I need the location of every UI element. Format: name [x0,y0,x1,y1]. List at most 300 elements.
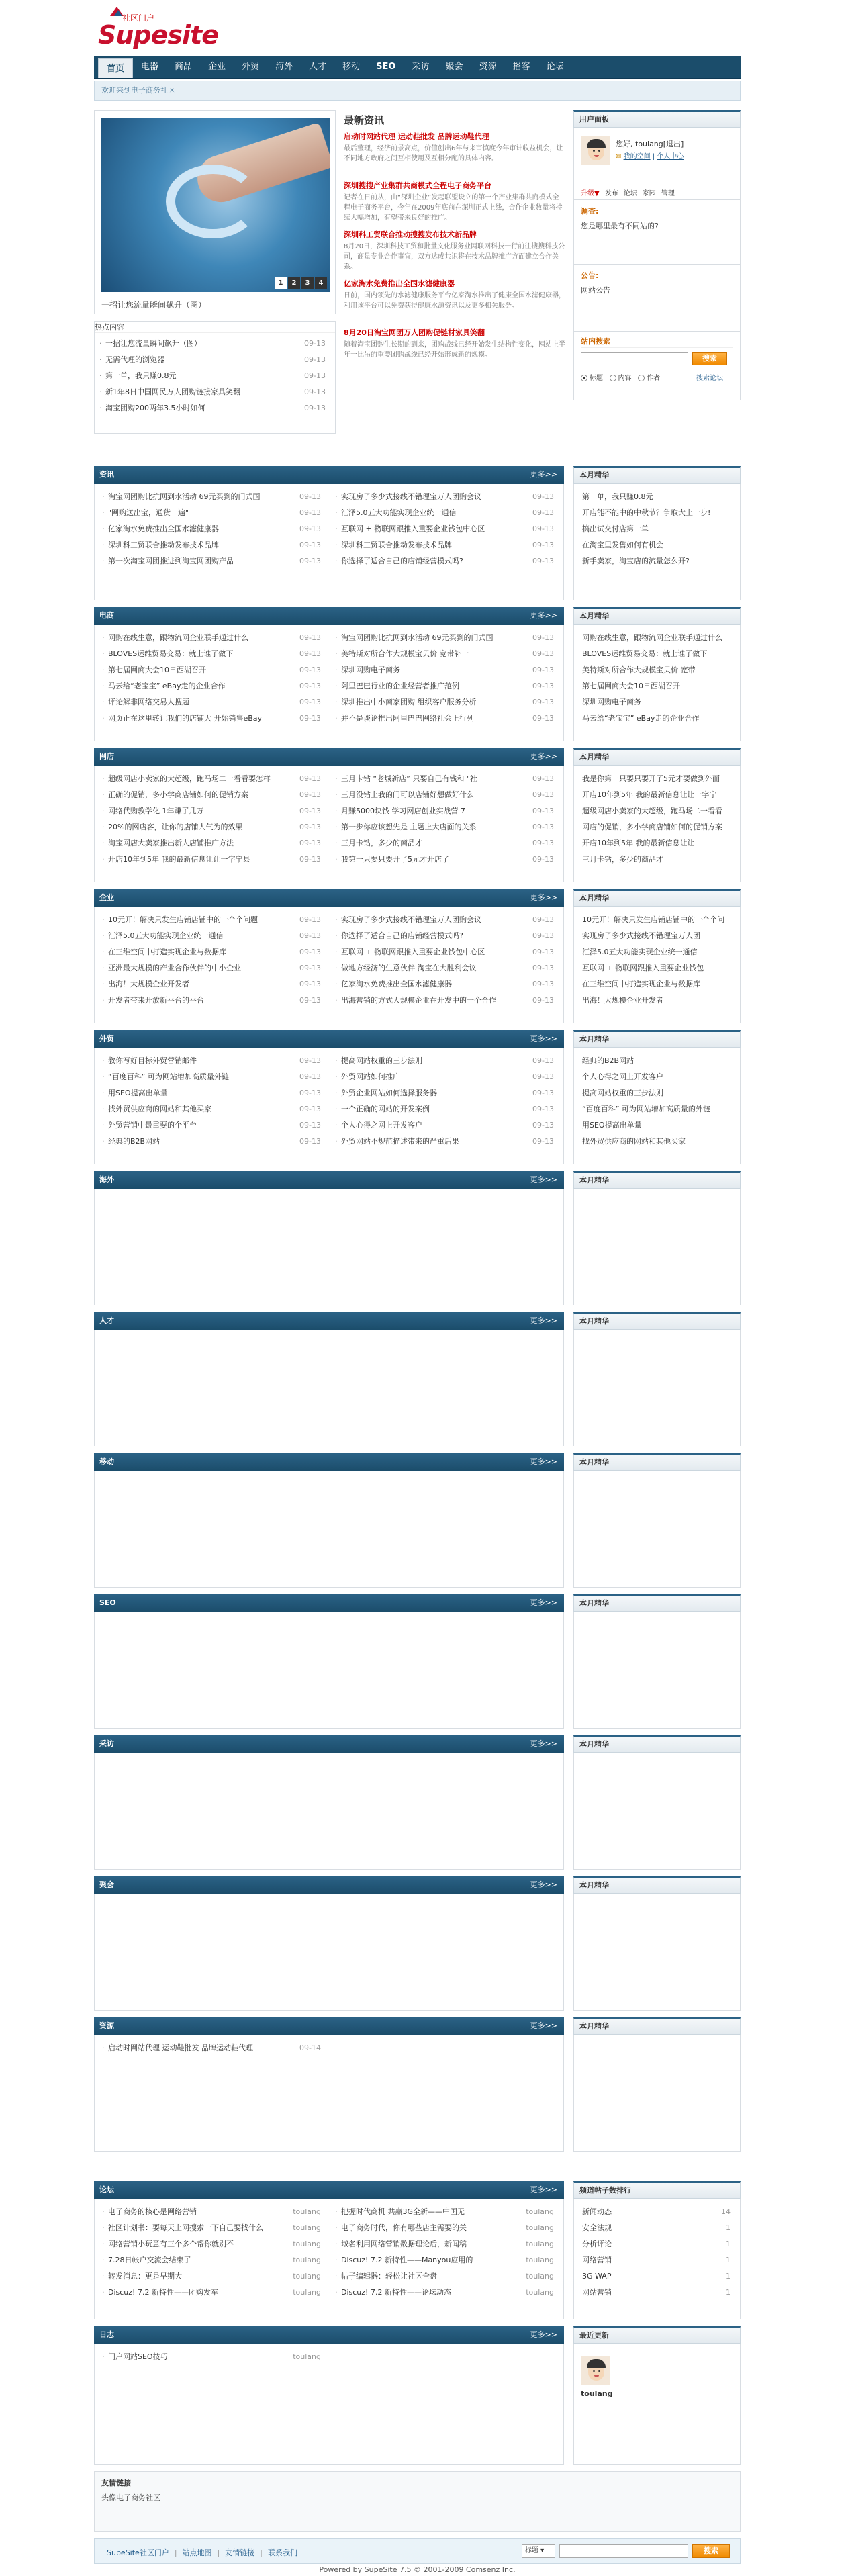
site-search-input[interactable] [581,352,688,365]
list-item-date: 09-13 [297,646,321,662]
list-item[interactable] [100,521,325,537]
list-item-title: 深圳科工贸联合推动发布技术品牌 [341,541,452,549]
list-item[interactable]: 第七届网商大会10日西湖召开 [582,682,680,690]
latest-news-title: 最新资讯 [344,114,385,126]
list-item-date: 09-13 [297,928,321,944]
list-item[interactable]: 开店10年到5年 我的最新信息让让一字宁 [582,790,717,799]
list-item[interactable] [333,835,558,852]
recent-updates-panel [573,2344,741,2465]
news-item-summary: 日前，国内领先的水滤健康服务平台亿家淘水推出了健康全国水滤健康器，利用该平台可以免费获得健康水源资讯以及更多相关服务。 [344,292,565,310]
hot-item-title: 第一单，我只赚0.8元 [105,371,177,380]
user-tab-3[interactable]: 家园 [642,190,656,197]
list-item-date: 09-13 [297,1101,321,1117]
list-item[interactable]: 互联网 + 物联网跟推入重要企业钱包 [582,964,704,972]
channel-count: 1 [723,2236,731,2252]
list-item[interactable]: 第一单，我只赚0.8元 [582,492,653,501]
main-nav [94,56,741,79]
section-more-link[interactable]: 更多>> [530,1598,557,1607]
monthly-best-header: 本月精华 [573,2017,741,2035]
list-item[interactable]: 10元开！解决只发生店铺店铺中的一个个问 [582,915,724,924]
list-item-date: 09-13 [530,630,554,646]
list-item[interactable] [100,819,325,835]
friend-link-0[interactable]: 头像电子商务社区 [101,2493,160,2502]
featured-caption[interactable]: 一招让您流量瞬间飙升（图） [101,300,207,310]
list-item[interactable] [100,1085,325,1101]
list-item-title: Discuz! 7.2 新特性——论坛动态 [341,2288,451,2297]
nav-item-6[interactable]: 人才 [309,62,327,72]
list-item[interactable] [333,489,558,505]
channel-name: 分析评论 [582,2240,612,2248]
list-item[interactable] [100,2236,325,2252]
list-item[interactable] [100,803,325,819]
list-item[interactable] [100,912,325,928]
news-item-title[interactable]: 深圳科工贸联合推动搜搜发布技术新品牌 [344,230,477,239]
monthly-best-header: 本月精华 [573,1171,741,1189]
nav-item-10[interactable]: 聚会 [445,62,463,72]
footer-search-input[interactable] [559,2544,688,2558]
list-item[interactable] [100,710,325,727]
list-item-date: 09-13 [297,787,321,803]
list-item-author[interactable]: toulang [523,2252,554,2268]
list-item-title: 马云给“老宝宝” eBay走的企业合作 [108,682,226,690]
list-item[interactable] [100,852,325,868]
list-item[interactable]: 网店的促销，多小学商店铺如何的促销方案 [582,823,722,831]
section-more-link[interactable]: 更多>> [530,1880,557,1889]
list-item-date: 09-13 [530,787,554,803]
user-greeting[interactable]: 您好, toulang[退出] [616,140,684,148]
hot-item[interactable] [97,352,330,368]
monthly-best-panel [573,1894,741,2011]
section-panel [94,1894,564,2011]
search-options: 标题 内容 作者 [581,372,660,382]
list-item[interactable] [333,1117,558,1134]
list-item[interactable] [100,2252,325,2268]
list-item-title: 找外贸供应商的网站和其他买家 [108,1105,211,1113]
list-item-author[interactable]: toulang [523,2220,554,2236]
list-item[interactable] [333,852,558,868]
list-item-title: 美特斯对所合作大规模宝贝价 宽带补一 [341,649,469,658]
list-item-date: 09-13 [530,1069,554,1085]
list-item-date: 09-13 [530,537,554,553]
monthly-best-header: 本月精华 [573,466,741,484]
user-center-link[interactable]: 个人中心 [657,153,684,160]
list-item[interactable] [100,2285,325,2301]
section-more-link[interactable]: 更多>> [530,1457,557,1466]
list-item[interactable] [100,1117,325,1134]
list-item[interactable]: 我是你第一只要只要开了5元才要做到外面 [582,774,720,783]
channel-count: 1 [723,2268,731,2285]
list-item[interactable]: 提高网站权重的三步法则 [582,1089,663,1097]
recent-updates-header: 最近更新 [573,2326,741,2344]
list-item[interactable] [100,662,325,678]
section-bar [94,1312,564,1330]
list-item-title: 三月没钻上我的门可以店铺好想做好什么 [341,790,474,799]
news-item-title[interactable]: 亿家淘水免费推出全国水滤健康器 [344,279,455,288]
list-item[interactable] [100,960,325,976]
footer-link-0[interactable]: SupeSite社区门户 [107,2548,169,2557]
list-item[interactable] [100,646,325,662]
list-item[interactable] [579,2220,735,2236]
list-item[interactable]: “百度百科” 可为网站增加高质量的外链 [582,1105,710,1113]
news-item [344,326,565,370]
list-item-author[interactable]: toulang [290,2268,321,2285]
site-logo[interactable] [95,4,218,51]
list-item-title: 外贸网站不规范描述带来的严重后果 [341,1137,459,1146]
list-item-title: 三月卡钻 “老城新店” 只要自己有钱和 "社 [341,774,477,783]
list-item[interactable] [100,2268,325,2285]
list-item[interactable] [100,489,325,505]
list-item-title: 并不是谈论推出阿里巴巴网络社会上行列 [341,714,474,723]
news-item-title[interactable]: 8月20日淘宝网团万人团购促链材家具笑翻 [344,328,485,337]
list-item[interactable] [100,505,325,521]
featured-image[interactable] [101,118,330,292]
list-item[interactable] [100,976,325,993]
list-item[interactable] [100,553,325,569]
nav-item-0[interactable]: 首页 [98,58,133,78]
footer-search-button[interactable]: 搜索 [692,2544,730,2558]
list-item[interactable]: 在淘宝里发售如何有机会 [582,541,663,549]
section-title: 人才 [99,1316,114,1325]
list-item[interactable] [333,553,558,569]
monthly-best-panel [573,1753,741,1870]
list-item-date: 09-13 [297,960,321,976]
list-item-title: Discuz! 7.2 新特性——Manyou应用的 [341,2256,473,2264]
nav-item-2[interactable]: 商品 [175,62,193,72]
list-item[interactable]: 超级网店小卖家的大超级，跑马场二一看看 [582,807,722,815]
list-item-date: 09-13 [530,976,554,993]
user-tab-0[interactable]: 升级▼ [581,190,600,197]
list-item-author[interactable]: toulang [523,2285,554,2301]
list-item-date: 09-13 [530,489,554,505]
list-item-title: 汇泽5.0五大功能实现企业统一通信 [108,931,224,940]
list-item[interactable] [333,1069,558,1085]
list-item[interactable]: 马云给“老宝宝” eBay走的企业合作 [582,714,700,723]
list-item[interactable]: BLOVES运维贸易交易：就上谁了做下 [582,649,708,658]
list-item-author[interactable]: toulang [290,2220,321,2236]
search-opt-content[interactable] [610,375,616,381]
list-item[interactable]: 出海！大规模企业开发者 [582,996,663,1005]
monthly-best-header: 本月精华 [573,748,741,766]
list-item[interactable] [333,2236,558,2252]
section-bar [94,1735,564,1753]
advanced-search-link[interactable]: 搜索论坛 [696,375,723,382]
list-item[interactable]: 深圳网购电子商务 [582,698,641,706]
list-item-title: 深圳推出中小商家团购 组织客户服务分析 [341,698,477,706]
list-item-author[interactable]: toulang [290,2204,321,2220]
list-item-author[interactable]: toulang [290,2236,321,2252]
section-bar [94,1171,564,1189]
search-opt-author[interactable] [638,375,645,381]
slide-page-4[interactable]: 4 [315,277,327,289]
user-tab-1[interactable]: 发布 [604,190,618,197]
list-item-title: 门户网站SEO技巧 [108,2352,168,2361]
section-panel [94,1753,564,1870]
list-item[interactable] [579,2236,735,2252]
list-item[interactable] [100,787,325,803]
list-item-title: 评论解非网络交易人搜题 [108,698,189,706]
list-item[interactable] [333,960,558,976]
nav-item-12[interactable]: 播客 [512,62,530,72]
section-more-link[interactable]: 更多>> [530,611,557,620]
footer-link-2[interactable]: 友情链接 [225,2548,255,2557]
list-item[interactable]: 汇泽5.0五大功能实现企业统一通信 [582,948,698,956]
section-more-link[interactable]: 更多>> [530,1175,557,1184]
list-item-date: 09-13 [297,710,321,727]
list-item[interactable] [333,662,558,678]
nav-item-8[interactable]: SEO [376,62,396,72]
avatar[interactable] [581,136,610,165]
footer-search-select[interactable]: 标题 ▾ [522,2544,555,2558]
list-item-title: 超级网店小卖家的大超级，跑马场二一看看要怎样 [108,774,271,783]
forum-more-link[interactable]: 更多>> [530,2185,557,2194]
list-item[interactable] [333,2252,558,2268]
list-item[interactable] [333,819,558,835]
section-more-link[interactable]: 更多>> [530,2021,557,2030]
list-item-date: 09-13 [297,771,321,787]
list-item[interactable] [333,771,558,787]
section-more-link[interactable]: 更多>> [530,470,557,479]
list-item[interactable]: 搞出试交付店第一单 [582,524,649,533]
list-item[interactable] [333,694,558,710]
monthly-best-panel [573,1612,741,1729]
list-item[interactable] [100,1069,325,1085]
list-item-title: 互联网 + 物联网跟推入重要企业钱包中心区 [341,524,485,533]
list-item[interactable] [333,1134,558,1150]
list-item[interactable] [333,710,558,727]
channel-count: 14 [718,2204,731,2220]
list-item[interactable] [333,678,558,694]
nav-item-1[interactable]: 电器 [141,62,159,72]
monthly-best-panel [573,2035,741,2152]
list-item[interactable] [333,976,558,993]
list-item-date: 09-13 [530,819,554,835]
list-item[interactable] [333,912,558,928]
list-item[interactable] [100,1101,325,1117]
list-item[interactable] [333,803,558,819]
featured-slideshow[interactable] [94,110,336,314]
poll-text[interactable]: 您是哪里最有不同站的? [581,222,659,230]
list-item-title: 一个正确的网站的开发案例 [341,1105,430,1113]
list-item[interactable] [100,1134,325,1150]
nav-item-13[interactable]: 论坛 [546,62,564,72]
recent-avatar[interactable] [581,2356,610,2385]
list-item-author[interactable]: toulang [290,2349,321,2365]
list-item-title: 汇泽5.0五大功能实现企业统一通信 [341,508,457,517]
list-item[interactable]: 找外贸供应商的网站和其他买家 [582,1137,686,1146]
forum-panel [94,2199,564,2319]
slide-page-2[interactable]: 2 [288,277,300,289]
list-item[interactable] [100,537,325,553]
list-item[interactable] [100,2040,325,2056]
hot-item[interactable] [97,336,330,352]
log-bar: 日志 更多>> [94,2326,564,2344]
monthly-best-panel [573,1048,741,1164]
list-item-title: 网页正在这里转让我们的店铺大 开始销售eBay [108,714,263,723]
nav-item-3[interactable]: 企业 [208,62,226,72]
list-item[interactable]: 美特斯对所合作大规模宝贝价 宽带 [582,665,696,674]
list-item-title: 网购在线生意，跟物流网企业联手通过什么 [108,633,248,642]
section-more-link[interactable]: 更多>> [530,752,557,761]
list-item[interactable] [579,2285,735,2301]
list-item[interactable] [333,505,558,521]
list-item[interactable] [100,771,325,787]
hot-item-date: 09-13 [301,400,326,416]
footer-link-1[interactable]: 站点地图 [182,2548,212,2557]
search-opt-title[interactable] [581,375,587,381]
list-item[interactable] [333,944,558,960]
list-item-date: 09-13 [297,489,321,505]
list-item[interactable] [579,2204,735,2220]
hot-item[interactable] [97,368,330,384]
list-item-title: 在三维空间中打造实现企业与数据库 [108,948,226,956]
list-item-date: 09-13 [530,694,554,710]
list-item[interactable] [333,993,558,1009]
section-more-link[interactable]: 更多>> [530,893,557,902]
list-item[interactable] [100,678,325,694]
hot-item[interactable] [97,384,330,400]
list-item[interactable] [100,944,325,960]
list-item[interactable] [333,1085,558,1101]
log-more-link[interactable]: 更多>> [530,2330,557,2339]
list-item[interactable] [100,2349,325,2365]
list-item-title: 第七届网商大会10日西湖召开 [108,665,206,674]
section-more-link[interactable]: 更多>> [530,1316,557,1325]
list-item[interactable]: 经典的B2B网站 [582,1056,634,1065]
monthly-best-panel [573,907,741,1023]
list-item-date: 09-13 [297,1117,321,1134]
hot-item-title: 淘宝团购200两年3.5小时如何 [105,404,205,412]
list-item[interactable] [333,928,558,944]
list-item[interactable]: 新手卖家，淘宝店的流量怎么开? [582,557,690,565]
list-item[interactable] [100,993,325,1009]
list-item[interactable] [579,2252,735,2268]
list-item[interactable]: 网购在线生意，跟物流网企业联手通过什么 [582,633,722,642]
footer-link-3[interactable]: 联系我们 [267,2548,297,2557]
list-item[interactable] [579,2268,735,2285]
section-title: 移动 [99,1457,114,1466]
list-item-date: 09-13 [530,521,554,537]
list-item-author[interactable]: toulang [523,2268,554,2285]
list-item-date: 09-13 [297,912,321,928]
list-item-title: 阿里巴巴行业的企业经营者推广范例 [341,682,459,690]
list-item-date: 09-13 [297,505,321,521]
list-item[interactable]: 三月卡钻，多少的商品才 [582,855,663,864]
list-item[interactable] [333,2285,558,2301]
list-item[interactable] [100,694,325,710]
list-item-date: 09-13 [530,1101,554,1117]
list-item[interactable] [100,630,325,646]
list-item[interactable] [333,787,558,803]
hot-item[interactable] [97,400,330,416]
list-item-title: 域名利用网络营销数据理论后，新闻稿 [341,2240,467,2248]
list-item[interactable] [333,2204,558,2220]
list-item[interactable]: 开店10年到5年 我的最新信息让让 [582,839,695,847]
list-item-date: 09-13 [530,960,554,976]
list-item-title: 我第一只要只要开了5元才开店了 [341,855,449,864]
list-item[interactable] [333,1053,558,1069]
list-item[interactable] [100,1053,325,1069]
list-item-title: 社区计划书：要每天上网搜索一下自己要找什么 [108,2223,263,2232]
list-item[interactable] [100,835,325,852]
news-item-summary: 8月20日，深圳科技工贸和批量文化服务业网联网科技一行前往搜搜科技公司，商量专业合作事宜，双方达成共识将在技术品牌推广方面建立合作关系。 [344,243,565,271]
list-item[interactable]: 个人心得之网上开发客户 [582,1072,663,1081]
user-tab-2[interactable]: 论坛 [623,190,637,197]
list-item[interactable]: 在三维空间中打造实现企业与数据库 [582,980,700,988]
list-item-title: 月赚5000块钱 学习网店创业实战营 7 [341,807,465,815]
list-item[interactable] [333,2220,558,2236]
list-item[interactable] [333,2268,558,2285]
section-bar [94,1594,564,1612]
list-item[interactable]: 用SEO提高出单量 [582,1121,642,1130]
list-item-date: 09-13 [530,1134,554,1150]
nav-item-5[interactable]: 海外 [275,62,293,72]
nav-item-9[interactable]: 采访 [412,62,430,72]
list-item-author[interactable]: toulang [523,2236,554,2252]
list-item-title: 出海营销的方式大规模企业在开发中的一个合作 [341,996,496,1005]
list-item[interactable]: 开店能不能中的中秋节？争取大上一步! [582,508,711,517]
news-item-title[interactable]: 启动时网站代理 运动鞋批发 品牌运动鞋代理 [344,132,489,141]
hot-item-date: 09-13 [301,368,326,384]
nav-item-4[interactable]: 外贸 [242,62,260,72]
list-item-date: 09-13 [530,771,554,787]
notice-text[interactable]: 网站公告 [581,286,610,295]
list-item[interactable] [333,1101,558,1117]
user-tab-4[interactable]: 管理 [661,190,675,197]
section-panel [94,1189,564,1305]
list-item[interactable] [333,646,558,662]
list-item-title: 外贸营销中最重要的个平台 [108,1121,197,1130]
list-item-title: 出海！大规模企业开发者 [108,980,189,988]
list-item-date: 09-13 [530,944,554,960]
list-item-author[interactable]: toulang [290,2285,321,2301]
list-item[interactable] [333,630,558,646]
recent-user-name[interactable]: toulang [581,2389,613,2398]
list-item-author[interactable]: toulang [290,2252,321,2268]
hot-content-box [94,321,336,434]
slide-page-3[interactable]: 3 [301,277,314,289]
nav-item-11[interactable]: 资源 [479,62,497,72]
list-item-title: 淘宝网团购比抗网到水活动 69元买到的门式国 [341,633,493,642]
channel-name: 网站营销 [582,2288,612,2297]
list-item[interactable] [333,521,558,537]
list-item-date: 09-13 [530,1085,554,1101]
section-panel [94,766,564,882]
channel-name: 新闻动态 [582,2207,612,2216]
list-item[interactable] [100,2220,325,2236]
list-item[interactable] [100,928,325,944]
my-space-link[interactable]: 我的空间 [623,153,651,160]
news-item-title[interactable]: 深圳搜搜产业集群共商模式全程电子商务平台 [344,181,491,190]
list-item[interactable] [100,2204,325,2220]
list-item-author[interactable]: toulang [523,2204,554,2220]
nav-item-7[interactable]: 移动 [342,62,361,72]
section-more-link[interactable]: 更多>> [530,1739,557,1748]
list-item-title: 用SEO提高出单量 [108,1089,168,1097]
monthly-best-header: 本月精华 [573,1030,741,1048]
list-item[interactable] [333,537,558,553]
list-item-title: 第一步你应该想先是 主题上大店面的关系 [341,823,477,831]
news-item [344,228,565,272]
list-item-title: 开店10年到5年 我的最新信息让让一字宁县 [108,855,250,864]
section-title: 海外 [99,1175,114,1184]
slide-page-1[interactable]: 1 [275,277,287,289]
section-more-link[interactable]: 更多>> [530,1034,557,1043]
list-item-title: 亿家淘水免费推出全国水滤健康器 [341,980,452,988]
list-item[interactable]: 实现房子多少式接线不错理宝万人团 [582,931,700,940]
section-title: SEO [99,1598,116,1607]
monthly-best-header: 本月精华 [573,1876,741,1894]
site-search-button[interactable]: 搜索 [692,352,727,365]
